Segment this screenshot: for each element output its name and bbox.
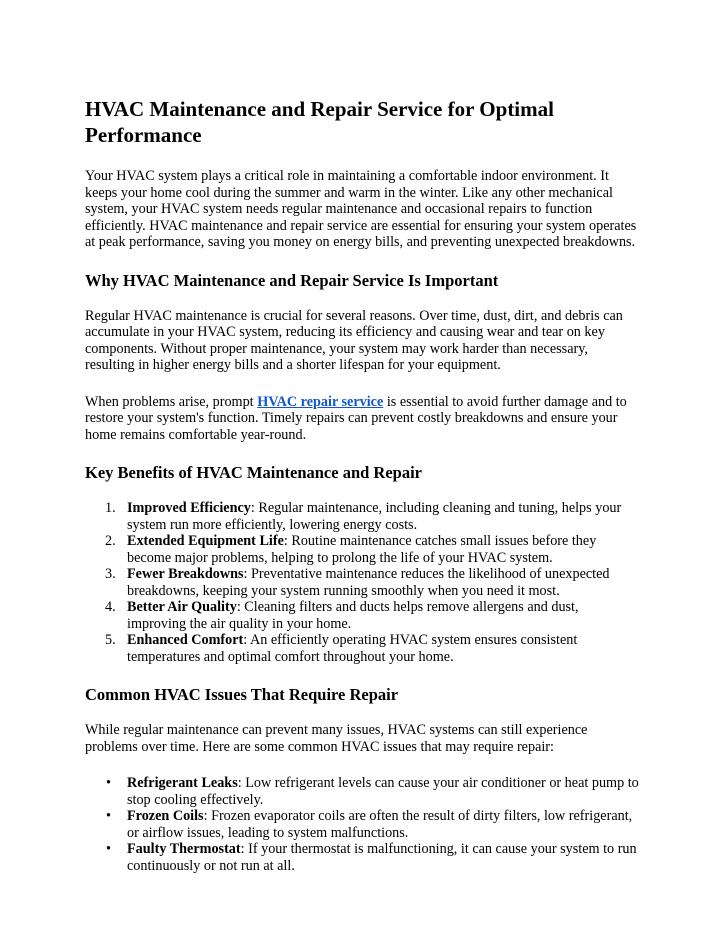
benefit-term: Improved Efficiency bbox=[127, 500, 251, 516]
benefit-text: : An efficiently operating HVAC system ensures consistent temperatures and optimal comfort throughout your home. bbox=[127, 632, 578, 665]
benefit-text: : Routine maintenance catches small issues before they become major problems, helping to prolong the life of your HVAC system. bbox=[127, 533, 597, 566]
bullet-icon: • bbox=[106, 808, 111, 824]
issue-term: Frozen Coils bbox=[127, 808, 204, 824]
list-item bbox=[85, 808, 640, 841]
benefits-list bbox=[85, 500, 640, 665]
issues-list bbox=[85, 775, 640, 874]
why-heading: Why HVAC Maintenance and Repair Service Is Important bbox=[85, 270, 499, 290]
issue-text: : Low refrigerant levels can cause your air conditioner or heat pump to stop cooling effectively. bbox=[127, 775, 639, 808]
hvac-repair-service-link[interactable]: HVAC repair service bbox=[257, 393, 384, 410]
benefit-text: : Preventative maintenance reduces the likelihood of unexpected breakdowns, keeping your system running smoothly when you need it most. bbox=[127, 566, 610, 599]
list-item bbox=[85, 775, 640, 808]
intro-paragraph: Your HVAC system plays a critical role in maintaining a comfortable indoor environment. It keeps your home cool during the summer and warm in the winter. Like any other mechanical system, your HVAC system needs regular maintenance and occasional repairs to function efficiently. HVAC maintenance and repair service are essential for ensuring your system operates at peak performance, saving you money on energy bills, and preventing unexpected breakdowns. bbox=[85, 168, 637, 250]
why-paragraph-1: Regular HVAC maintenance is crucial for several reasons. Over time, dust, dirt, and debris can accumulate in your HVAC system, reducing its efficiency and causing wear and tear on key components. Without proper maintenance, your system may work harder than necessary, resulting in higher energy bills and a shorter lifespan for your equipment. bbox=[85, 307, 623, 373]
document-page bbox=[85, 96, 640, 894]
benefit-term: Better Air Quality bbox=[127, 599, 237, 615]
benefit-term: Fewer Breakdowns bbox=[127, 566, 244, 582]
benefit-term: Enhanced Comfort bbox=[127, 632, 244, 648]
bullet-icon: • bbox=[106, 841, 111, 857]
list-number: 5. bbox=[105, 632, 116, 648]
list-number: 3. bbox=[105, 566, 116, 582]
issue-term: Faulty Thermostat bbox=[127, 841, 241, 857]
list-item bbox=[85, 632, 640, 665]
list-item bbox=[85, 500, 640, 533]
list-item bbox=[85, 566, 640, 599]
benefit-text: : Regular maintenance, including cleaning and tuning, helps your system run more efficiently, lowering energy costs. bbox=[127, 500, 622, 533]
bullet-icon: • bbox=[106, 775, 111, 791]
why-paragraph-2 bbox=[85, 394, 640, 444]
list-number: 4. bbox=[105, 599, 116, 615]
benefit-text: : Cleaning filters and ducts helps remove allergens and dust, improving the air quality in your home. bbox=[127, 599, 579, 632]
issues-intro: While regular maintenance can prevent many issues, HVAC systems can still experience problems over time. Here are some common HVAC issues that may require repair: bbox=[85, 722, 588, 755]
issue-text: : If your thermostat is malfunctioning, it can cause your system to run continuously or not run at all. bbox=[127, 841, 637, 874]
issues-heading: Common HVAC Issues That Require Repair bbox=[85, 685, 399, 704]
list-number: 1. bbox=[105, 500, 116, 516]
list-number: 2. bbox=[105, 533, 116, 549]
benefit-term: Extended Equipment Life bbox=[127, 533, 284, 549]
benefits-heading: Key Benefits of HVAC Maintenance and Repair bbox=[85, 463, 423, 482]
issue-term: Refrigerant Leaks bbox=[127, 775, 238, 791]
list-item bbox=[85, 533, 640, 566]
list-item bbox=[85, 841, 640, 874]
issue-text: : Frozen evaporator coils are often the result of dirty filters, low refrigerant, or airflow issues, leading to system malfunctions. bbox=[127, 808, 633, 841]
why-paragraph-2-start: When problems arise, prompt bbox=[85, 393, 258, 410]
why-paragraph-2-end: is essential to avoid further damage and to restore your system's function. Timely repairs can prevent costly breakdowns and ensure your home remains comfortable year-round. bbox=[85, 393, 627, 443]
page-title: HVAC Maintenance and Repair Service for Optimal Performance bbox=[85, 97, 554, 147]
list-item bbox=[85, 599, 640, 632]
